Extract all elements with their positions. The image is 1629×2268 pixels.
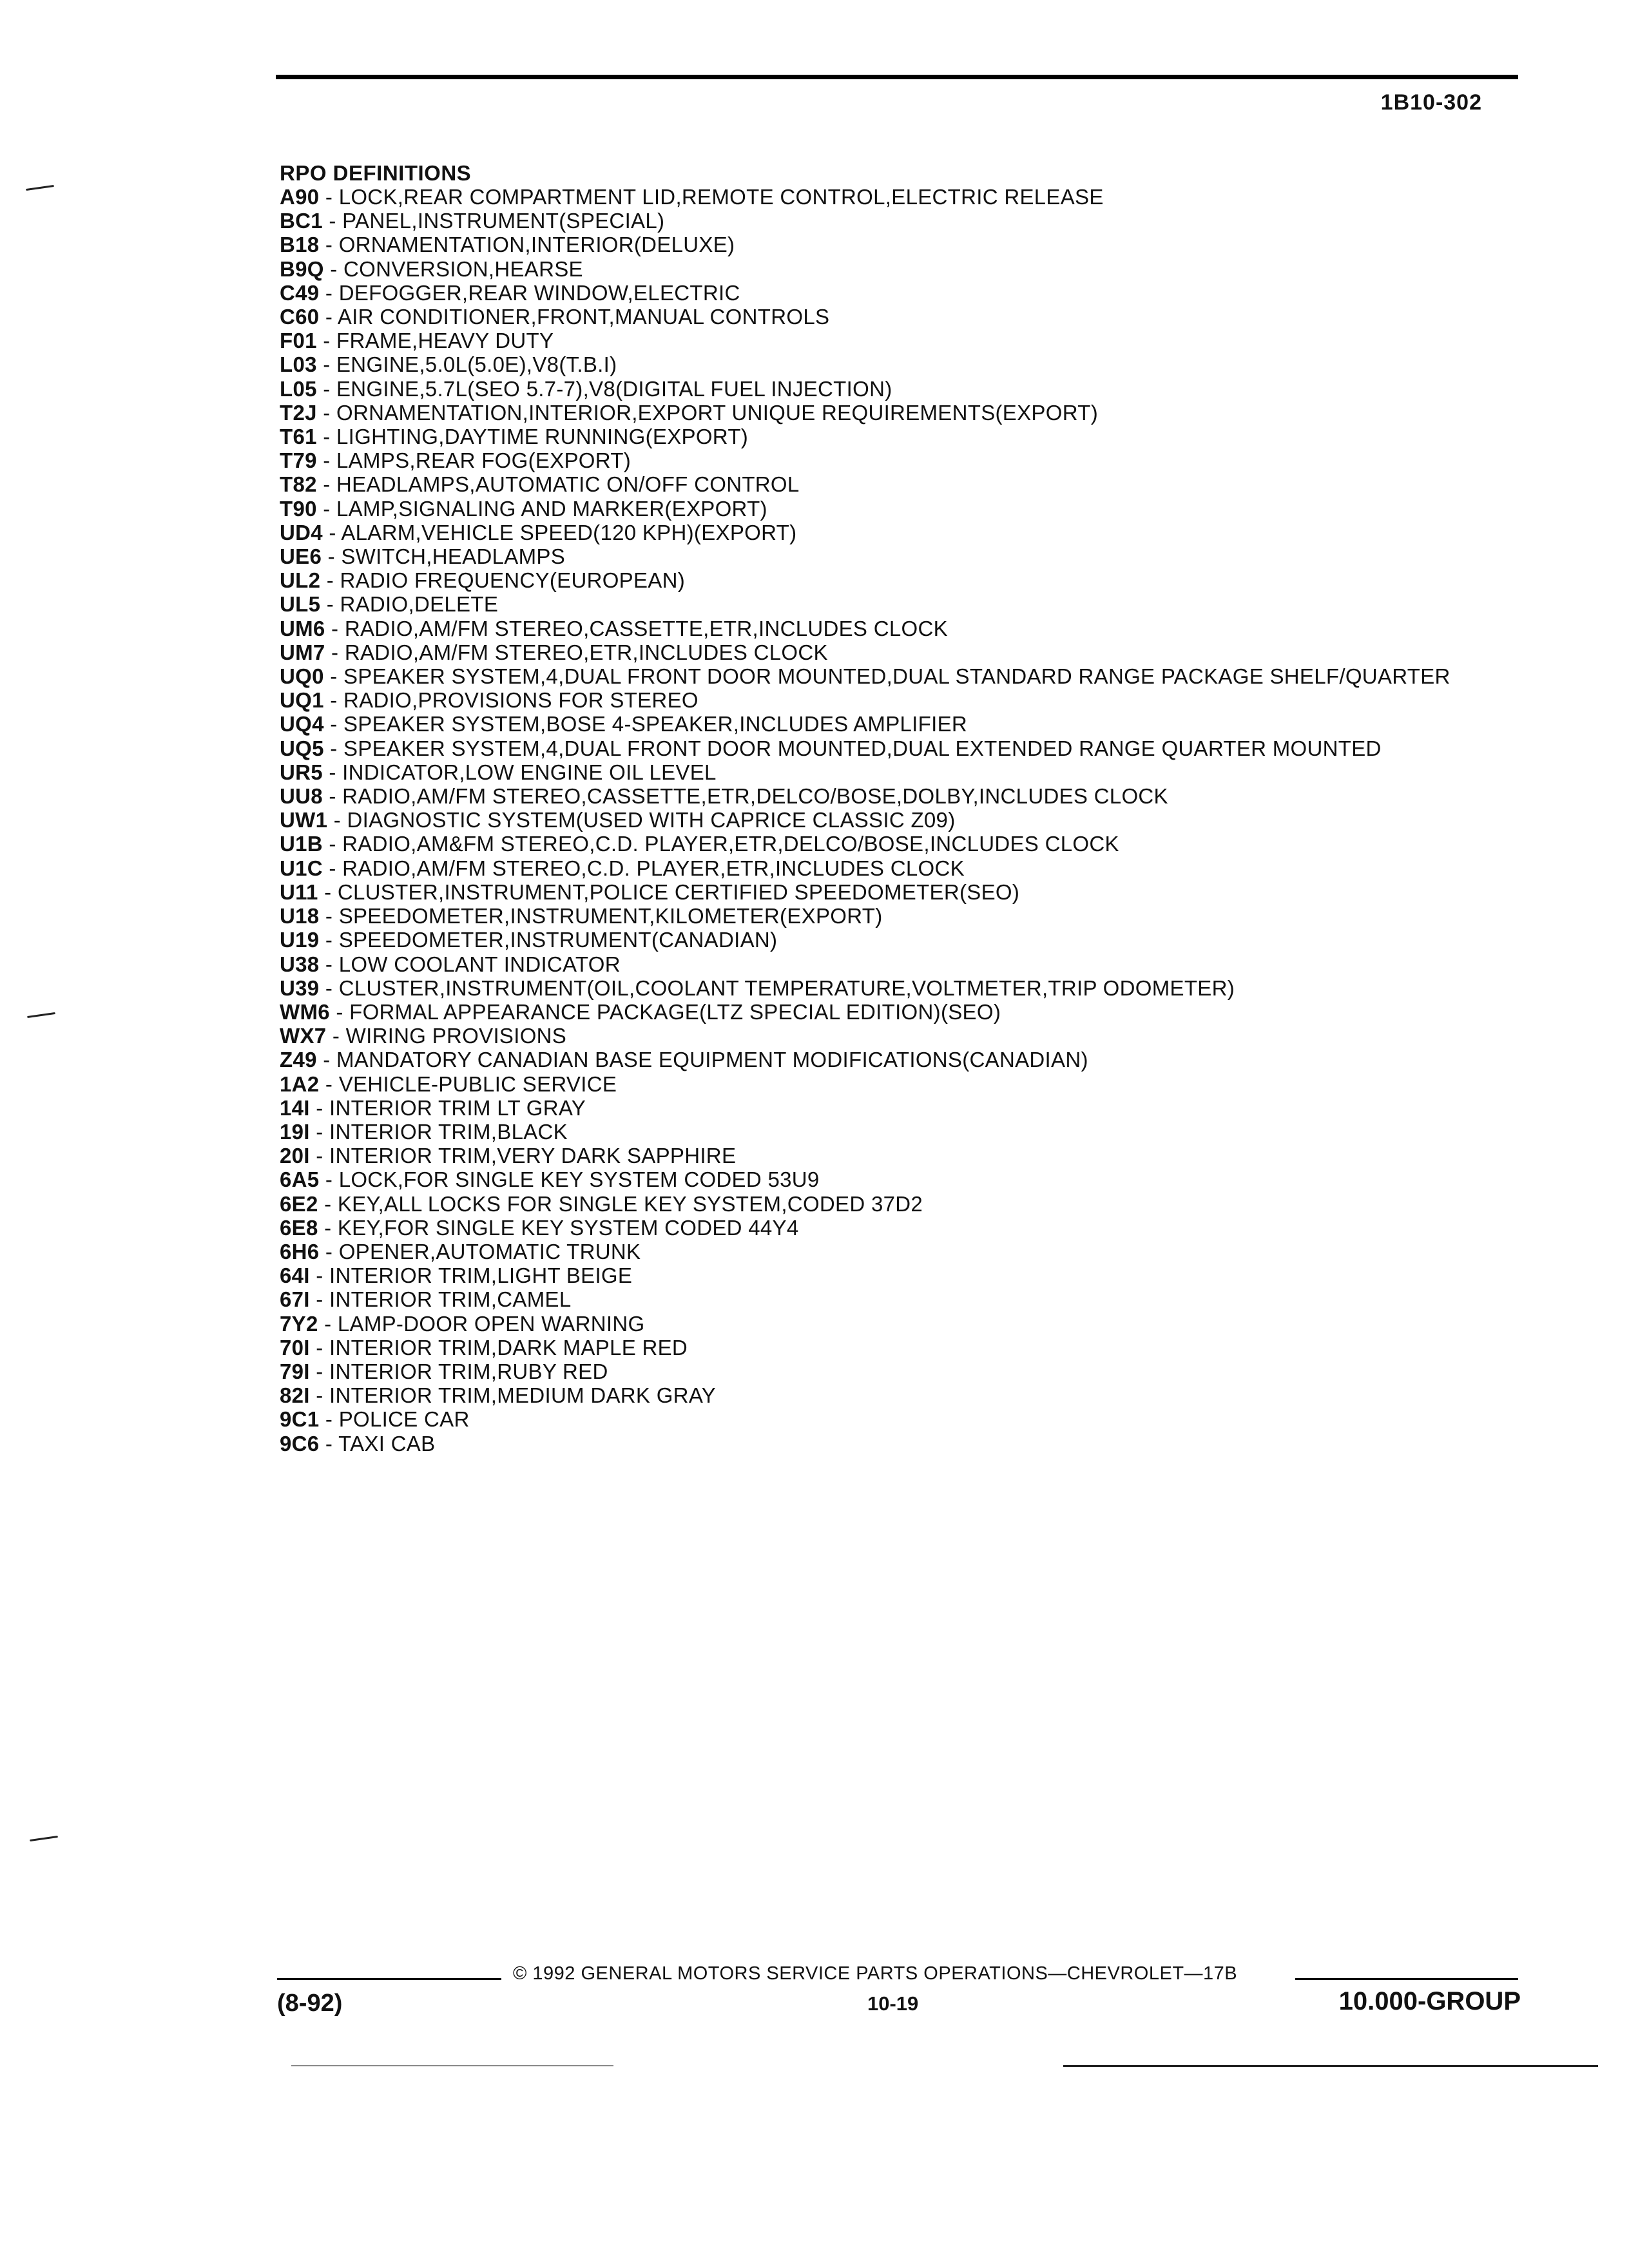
rpo-description: SPEAKER SYSTEM,4,DUAL FRONT DOOR MOUNTED,DUAL STANDARD RANGE PACKAGE SHELF/QUARTER: [343, 664, 1451, 689]
rpo-item: U18 - SPEEDOMETER,INSTRUMENT,KILOMETER(EXPORT): [280, 904, 883, 928]
rpo-code: UQ5: [280, 736, 324, 760]
rpo-definitions-section: [280, 161, 1517, 1456]
rpo-item: UQ4 - SPEAKER SYSTEM,BOSE 4-SPEAKER,INCLUDES AMPLIFIER: [280, 712, 968, 736]
footer-date: (8-92): [277, 1990, 343, 2017]
rpo-description: RADIO,AM/FM STEREO,C.D. PLAYER,ETR,INCLUDES CLOCK: [342, 856, 965, 880]
margin-mark: [30, 1836, 58, 1841]
rpo-item: B18 - ORNAMENTATION,INTERIOR(DELUXE): [280, 233, 735, 257]
rpo-item: UQ1 - RADIO,PROVISIONS FOR STEREO: [280, 688, 699, 713]
rpo-code: UQ1: [280, 688, 324, 713]
rpo-description: HEADLAMPS,AUTOMATIC ON/OFF CONTROL: [336, 472, 800, 497]
rpo-code: U19: [280, 928, 320, 952]
rpo-item: 14I - INTERIOR TRIM LT GRAY: [280, 1095, 586, 1120]
rpo-item: BC1 - PANEL,INSTRUMENT(SPECIAL): [280, 209, 665, 233]
rpo-code: 7Y2: [280, 1311, 318, 1336]
rpo-item: UU8 - RADIO,AM/FM STEREO,CASSETTE,ETR,DELCO/BOSE,DOLBY,INCLUDES CLOCK: [280, 784, 1168, 809]
rpo-description: INTERIOR TRIM,CAMEL: [329, 1287, 572, 1312]
bottom-rule-left: [291, 2065, 613, 2066]
rpo-description: SPEEDOMETER,INSTRUMENT(CANADIAN): [338, 928, 778, 952]
rpo-description: TAXI CAB: [338, 1431, 436, 1456]
rpo-item: T2J - ORNAMENTATION,INTERIOR,EXPORT UNIQUE REQUIREMENTS(EXPORT): [280, 400, 1098, 425]
rpo-code: A90: [280, 185, 320, 209]
rpo-description: FORMAL APPEARANCE PACKAGE(LTZ SPECIAL EDITION)(SEO): [349, 999, 1001, 1024]
rpo-item: 6H6 - OPENER,AUTOMATIC TRUNK: [280, 1239, 641, 1264]
rpo-item: B9Q - CONVERSION,HEARSE: [280, 256, 583, 281]
rpo-item: F01 - FRAME,HEAVY DUTY: [280, 329, 554, 353]
rpo-description: INTERIOR TRIM,DARK MAPLE RED: [329, 1335, 688, 1360]
rpo-item: U1C - RADIO,AM/FM STEREO,C.D. PLAYER,ETR,INCLUDES CLOCK: [280, 856, 965, 880]
rpo-description: PANEL,INSTRUMENT(SPECIAL): [342, 209, 665, 233]
rpo-description: POLICE CAR: [338, 1407, 470, 1432]
rpo-code: UD4: [280, 520, 323, 544]
footer-group: 10.000-GROUP: [1338, 1987, 1521, 2015]
rpo-description: RADIO,AM&FM STEREO,C.D. PLAYER,ETR,DELCO/BOSE,INCLUDES CLOCK: [342, 832, 1119, 856]
rpo-item: 6E8 - KEY,FOR SINGLE KEY SYSTEM CODED 44Y4: [280, 1215, 799, 1240]
rpo-code: 9C6: [280, 1431, 320, 1456]
rpo-item: U19 - SPEEDOMETER,INSTRUMENT(CANADIAN): [280, 928, 778, 952]
rpo-list: [280, 185, 1517, 1456]
rpo-code: U18: [280, 904, 320, 928]
rpo-code: F01: [280, 329, 317, 353]
rpo-item: 64I - INTERIOR TRIM,LIGHT BEIGE: [280, 1264, 633, 1288]
rpo-description: RADIO,AM/FM STEREO,ETR,INCLUDES CLOCK: [344, 640, 828, 664]
rpo-code: U1C: [280, 856, 323, 880]
rpo-description: ENGINE,5.0L(5.0E),V8(T.B.I): [336, 352, 617, 377]
rpo-item: 6A5 - LOCK,FOR SINGLE KEY SYSTEM CODED 53U9: [280, 1168, 820, 1192]
rpo-item: 19I - INTERIOR TRIM,BLACK: [280, 1119, 568, 1144]
rpo-code: L03: [280, 352, 317, 377]
rpo-description: CLUSTER,INSTRUMENT,POLICE CERTIFIED SPEEDOMETER(SEO): [337, 879, 1020, 904]
rpo-description: OPENER,AUTOMATIC TRUNK: [338, 1239, 641, 1264]
rpo-description: CONVERSION,HEARSE: [343, 256, 583, 281]
rpo-description: ALARM,VEHICLE SPEED(120 KPH)(EXPORT): [341, 520, 797, 544]
rpo-description: RADIO FREQUENCY(EUROPEAN): [340, 568, 686, 593]
rpo-code: UM7: [280, 640, 325, 664]
section-title: RPO DEFINITIONS: [280, 161, 472, 185]
rpo-item: WM6 - FORMAL APPEARANCE PACKAGE(LTZ SPECIAL EDITION)(SEO): [280, 999, 1001, 1024]
rpo-item: U39 - CLUSTER,INSTRUMENT(OIL,COOLANT TEMPERATURE,VOLTMETER,TRIP ODOMETER): [280, 975, 1235, 1000]
rpo-item: UQ0 - SPEAKER SYSTEM,4,DUAL FRONT DOOR MOUNTED,DUAL STANDARD RANGE PACKAGE SHELF/QUARTER: [280, 664, 1451, 689]
rpo-item: L03 - ENGINE,5.0L(5.0E),V8(T.B.I): [280, 352, 617, 377]
rpo-description: SPEAKER SYSTEM,BOSE 4-SPEAKER,INCLUDES AMPLIFIER: [343, 712, 968, 736]
rpo-description: SPEAKER SYSTEM,4,DUAL FRONT DOOR MOUNTED,DUAL EXTENDED RANGE QUARTER MOUNTED: [343, 736, 1382, 760]
rpo-description: RADIO,AM/FM STEREO,CASSETTE,ETR,INCLUDES CLOCK: [344, 616, 948, 640]
rpo-code: WX7: [280, 1024, 327, 1048]
rpo-item: A90 - LOCK,REAR COMPARTMENT LID,REMOTE CONTROL,ELECTRIC RELEASE: [280, 185, 1104, 209]
rpo-description: INTERIOR TRIM,RUBY RED: [329, 1359, 608, 1383]
margin-mark: [27, 1012, 55, 1018]
rpo-description: SPEEDOMETER,INSTRUMENT,KILOMETER(EXPORT): [338, 904, 883, 928]
rpo-code: T90: [280, 496, 317, 521]
rpo-item: 1A2 - VEHICLE-PUBLIC SERVICE: [280, 1072, 617, 1096]
rpo-item: UM7 - RADIO,AM/FM STEREO,ETR,INCLUDES CLOCK: [280, 640, 828, 664]
rpo-code: 79I: [280, 1359, 310, 1383]
rpo-code: BC1: [280, 209, 323, 233]
rpo-item: C60 - AIR CONDITIONER,FRONT,MANUAL CONTROLS: [280, 305, 830, 329]
rpo-description: INDICATOR,LOW ENGINE OIL LEVEL: [342, 760, 717, 784]
rpo-description: LIGHTING,DAYTIME RUNNING(EXPORT): [336, 425, 749, 449]
rpo-code: 6H6: [280, 1239, 320, 1264]
rpo-code: 6E8: [280, 1215, 318, 1240]
rpo-code: U39: [280, 975, 320, 1000]
rpo-item: 70I - INTERIOR TRIM,DARK MAPLE RED: [280, 1335, 688, 1360]
rpo-description: ORNAMENTATION,INTERIOR,EXPORT UNIQUE REQUIREMENTS(EXPORT): [336, 400, 1098, 425]
rpo-code: UU8: [280, 784, 323, 809]
rpo-item: 82I - INTERIOR TRIM,MEDIUM DARK GRAY: [280, 1383, 716, 1408]
rpo-code: U38: [280, 952, 320, 976]
rpo-description: CLUSTER,INSTRUMENT(OIL,COOLANT TEMPERATURE,VOLTMETER,TRIP ODOMETER): [338, 975, 1235, 1000]
rpo-code: L05: [280, 376, 317, 401]
rpo-code: 19I: [280, 1119, 310, 1144]
rpo-description: RADIO,DELETE: [340, 592, 499, 617]
rpo-code: UR5: [280, 760, 323, 784]
footer-rule-right: [1295, 1978, 1518, 1980]
rpo-item: 20I - INTERIOR TRIM,VERY DARK SAPPHIRE: [280, 1144, 737, 1168]
rpo-item: U1B - RADIO,AM&FM STEREO,C.D. PLAYER,ETR,DELCO/BOSE,INCLUDES CLOCK: [280, 832, 1119, 856]
rpo-item: UE6 - SWITCH,HEADLAMPS: [280, 544, 566, 569]
rpo-code: 64I: [280, 1264, 310, 1288]
rpo-description: VEHICLE-PUBLIC SERVICE: [338, 1072, 617, 1096]
rpo-description: INTERIOR TRIM,MEDIUM DARK GRAY: [329, 1383, 716, 1408]
footer-rule-left: [277, 1978, 501, 1980]
rpo-code: WM6: [280, 999, 330, 1024]
rpo-description: AIR CONDITIONER,FRONT,MANUAL CONTROLS: [337, 305, 830, 329]
rpo-item: T79 - LAMPS,REAR FOG(EXPORT): [280, 448, 631, 473]
rpo-code: UM6: [280, 616, 325, 640]
rpo-description: WIRING PROVISIONS: [345, 1024, 567, 1048]
rpo-item: Z49 - MANDATORY CANADIAN BASE EQUIPMENT MODIFICATIONS(CANADIAN): [280, 1048, 1088, 1072]
rpo-code: 6E2: [280, 1191, 318, 1216]
rpo-description: SWITCH,HEADLAMPS: [341, 544, 566, 569]
rpo-code: B18: [280, 233, 320, 257]
rpo-description: RADIO,AM/FM STEREO,CASSETTE,ETR,DELCO/BOSE,DOLBY,INCLUDES CLOCK: [342, 784, 1168, 809]
rpo-description: LAMP-DOOR OPEN WARNING: [337, 1311, 645, 1336]
rpo-code: C60: [280, 305, 320, 329]
rpo-code: 70I: [280, 1335, 310, 1360]
rpo-item: 9C6 - TAXI CAB: [280, 1431, 436, 1456]
rpo-description: DIAGNOSTIC SYSTEM(USED WITH CAPRICE CLASSIC Z09): [347, 808, 956, 832]
rpo-code: UE6: [280, 544, 322, 569]
rpo-item: L05 - ENGINE,5.7L(SEO 5.7-7),V8(DIGITAL FUEL INJECTION): [280, 376, 892, 401]
rpo-description: INTERIOR TRIM,BLACK: [329, 1119, 568, 1144]
rpo-code: UQ0: [280, 664, 324, 689]
page-id: 1B10-302: [1380, 90, 1482, 115]
rpo-code: UW1: [280, 808, 328, 832]
rpo-code: 9C1: [280, 1407, 320, 1432]
rpo-description: FRAME,HEAVY DUTY: [336, 329, 554, 353]
margin-mark: [26, 185, 54, 191]
rpo-code: T2J: [280, 400, 317, 425]
rpo-code: B9Q: [280, 256, 324, 281]
rpo-description: INTERIOR TRIM,LIGHT BEIGE: [329, 1264, 633, 1288]
footer-page-number: 10-19: [867, 1992, 919, 2015]
rpo-description: INTERIOR TRIM LT GRAY: [329, 1095, 586, 1120]
rpo-code: 6A5: [280, 1168, 320, 1192]
rpo-description: LAMPS,REAR FOG(EXPORT): [336, 448, 631, 473]
header-rule: [276, 75, 1518, 79]
rpo-item: T82 - HEADLAMPS,AUTOMATIC ON/OFF CONTROL: [280, 472, 800, 497]
rpo-code: 20I: [280, 1144, 310, 1168]
rpo-code: U1B: [280, 832, 323, 856]
rpo-description: DEFOGGER,REAR WINDOW,ELECTRIC: [338, 280, 740, 305]
rpo-item: 7Y2 - LAMP-DOOR OPEN WARNING: [280, 1311, 645, 1336]
rpo-item: 9C1 - POLICE CAR: [280, 1407, 470, 1432]
rpo-code: Z49: [280, 1048, 317, 1072]
rpo-item: C49 - DEFOGGER,REAR WINDOW,ELECTRIC: [280, 280, 740, 305]
rpo-description: INTERIOR TRIM,VERY DARK SAPPHIRE: [329, 1144, 737, 1168]
rpo-item: UQ5 - SPEAKER SYSTEM,4,DUAL FRONT DOOR MOUNTED,DUAL EXTENDED RANGE QUARTER MOUNTED: [280, 736, 1382, 760]
rpo-code: T82: [280, 472, 317, 497]
rpo-description: RADIO,PROVISIONS FOR STEREO: [343, 688, 699, 713]
rpo-description: LOW COOLANT INDICATOR: [338, 952, 621, 976]
rpo-item: UD4 - ALARM,VEHICLE SPEED(120 KPH)(EXPORT): [280, 520, 797, 544]
rpo-description: ENGINE,5.7L(SEO 5.7-7),V8(DIGITAL FUEL INJECTION): [336, 376, 892, 401]
rpo-item: T61 - LIGHTING,DAYTIME RUNNING(EXPORT): [280, 425, 749, 449]
rpo-description: KEY,ALL LOCKS FOR SINGLE KEY SYSTEM,CODED 37D2: [337, 1191, 923, 1216]
rpo-code: 1A2: [280, 1072, 320, 1096]
rpo-item: WX7 - WIRING PROVISIONS: [280, 1024, 567, 1048]
bottom-rule-right: [1063, 2065, 1598, 2067]
rpo-item: 67I - INTERIOR TRIM,CAMEL: [280, 1287, 572, 1312]
rpo-code: UL5: [280, 592, 321, 617]
rpo-item: 79I - INTERIOR TRIM,RUBY RED: [280, 1359, 608, 1383]
rpo-description: ORNAMENTATION,INTERIOR(DELUXE): [338, 233, 735, 257]
rpo-description: KEY,FOR SINGLE KEY SYSTEM CODED 44Y4: [337, 1215, 799, 1240]
rpo-code: UQ4: [280, 712, 324, 736]
rpo-code: T79: [280, 448, 317, 473]
rpo-code: 14I: [280, 1095, 310, 1120]
rpo-item: T90 - LAMP,SIGNALING AND MARKER(EXPORT): [280, 496, 767, 521]
rpo-description: LAMP,SIGNALING AND MARKER(EXPORT): [336, 496, 767, 521]
rpo-code: 67I: [280, 1287, 310, 1312]
rpo-description: LOCK,REAR COMPARTMENT LID,REMOTE CONTROL,ELECTRIC RELEASE: [338, 185, 1104, 209]
rpo-description: LOCK,FOR SINGLE KEY SYSTEM CODED 53U9: [338, 1168, 820, 1192]
rpo-item: UL2 - RADIO FREQUENCY(EUROPEAN): [280, 568, 686, 593]
rpo-item: U38 - LOW COOLANT INDICATOR: [280, 952, 621, 976]
rpo-code: U11: [280, 879, 318, 904]
rpo-item: UW1 - DIAGNOSTIC SYSTEM(USED WITH CAPRICE CLASSIC Z09): [280, 808, 956, 832]
rpo-description: MANDATORY CANADIAN BASE EQUIPMENT MODIFICATIONS(CANADIAN): [336, 1048, 1088, 1072]
rpo-item: U11 - CLUSTER,INSTRUMENT,POLICE CERTIFIED SPEEDOMETER(SEO): [280, 879, 1020, 904]
rpo-code: UL2: [280, 568, 321, 593]
rpo-code: 82I: [280, 1383, 310, 1408]
rpo-item: UM6 - RADIO,AM/FM STEREO,CASSETTE,ETR,INCLUDES CLOCK: [280, 616, 948, 640]
rpo-item: UR5 - INDICATOR,LOW ENGINE OIL LEVEL: [280, 760, 717, 784]
rpo-item: UL5 - RADIO,DELETE: [280, 592, 499, 617]
rpo-item: 6E2 - KEY,ALL LOCKS FOR SINGLE KEY SYSTEM,CODED 37D2: [280, 1191, 923, 1216]
rpo-code: C49: [280, 280, 320, 305]
rpo-code: T61: [280, 425, 317, 449]
footer-copyright: © 1992 GENERAL MOTORS SERVICE PARTS OPERATIONS—CHEVROLET—17B: [513, 1963, 1238, 1984]
